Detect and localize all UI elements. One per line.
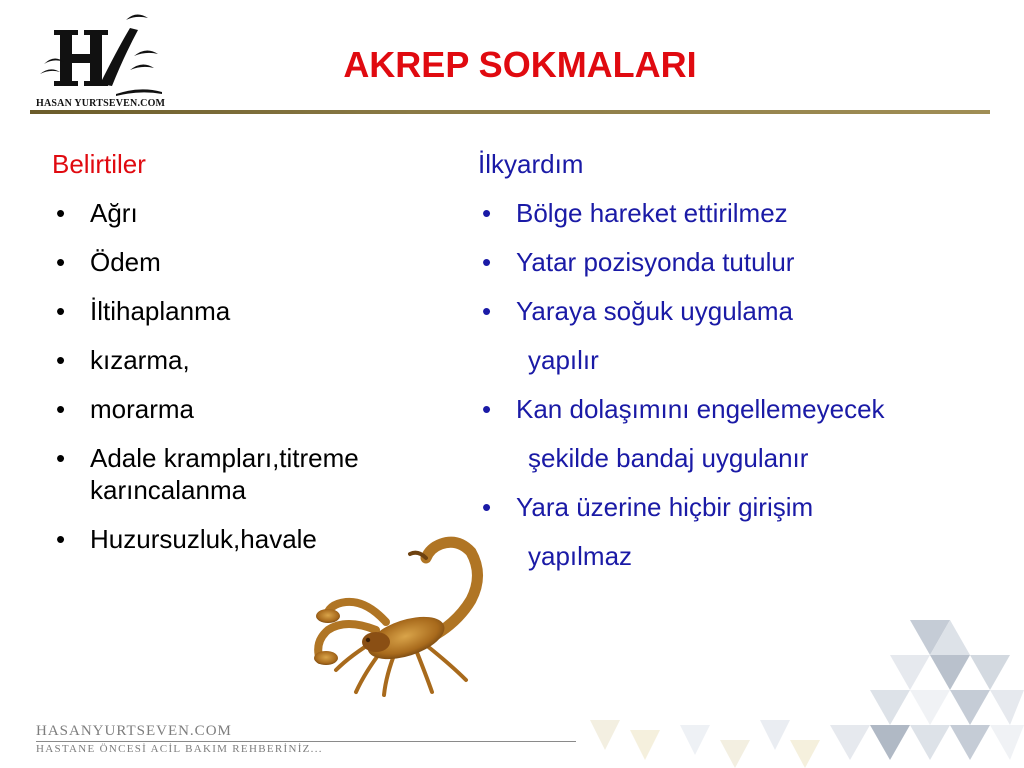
symptoms-heading: Belirtiler xyxy=(52,149,146,179)
scorpion-illustration-icon xyxy=(306,530,516,700)
first-aid-text: Yaraya soğuk uygulama xyxy=(516,296,794,326)
symptoms-column xyxy=(52,140,452,564)
first-aid-text: Bölge hareket ettirilmez xyxy=(516,198,788,228)
symptom-text: İltihaplanma xyxy=(90,296,231,326)
footer-divider xyxy=(36,741,576,742)
list-item xyxy=(52,434,452,515)
bullet-icon: • xyxy=(482,492,492,522)
list-item xyxy=(478,385,1023,434)
symptom-text: kızarma, xyxy=(90,345,190,375)
first-aid-text: yapılır xyxy=(528,345,599,375)
symptom-text: Huzursuzluk,havale xyxy=(90,524,317,554)
hy-bird-logo-icon xyxy=(30,8,175,103)
list-item xyxy=(52,287,452,336)
symptom-text: Adale krampları,titreme karıncalanma xyxy=(90,443,359,505)
list-item-continuation xyxy=(478,532,1023,581)
bullet-icon: • xyxy=(482,247,492,277)
logo-caption: HASAN YURTSEVEN.COM xyxy=(36,98,166,109)
first-aid-text: yapılmaz xyxy=(528,541,633,571)
site-logo[interactable] xyxy=(30,8,175,108)
list-item xyxy=(52,385,452,434)
list-item xyxy=(478,238,1023,287)
first-aid-text: Yatar pozisyonda tutulur xyxy=(516,247,795,277)
symptoms-list xyxy=(52,189,452,564)
symptom-text: Ağrı xyxy=(90,198,138,228)
bullet-icon: • xyxy=(482,296,492,326)
list-item-continuation xyxy=(478,336,1023,385)
bullet-icon: • xyxy=(56,345,66,375)
first-aid-list xyxy=(478,189,1023,581)
list-item xyxy=(52,336,452,385)
bullet-icon: • xyxy=(482,198,492,228)
list-item-continuation xyxy=(478,434,1023,483)
footer-subtitle: HASTANE ÖNCESİ ACİL BAKIM REHBERİNİZ... xyxy=(36,743,323,755)
symptom-text: Ödem xyxy=(90,247,161,277)
list-item xyxy=(478,483,1023,532)
bullet-icon: • xyxy=(56,198,66,228)
bullet-icon: • xyxy=(482,394,492,424)
bullet-icon: • xyxy=(56,443,66,473)
page-title: AKREP SOKMALARI xyxy=(343,44,697,85)
bullet-icon: • xyxy=(56,524,66,554)
first-aid-column xyxy=(478,140,1023,581)
list-item xyxy=(478,287,1023,336)
list-item xyxy=(52,189,452,238)
bullet-icon: • xyxy=(56,296,66,326)
footer-site-name: HASANYURTSEVEN.COM xyxy=(36,723,232,739)
list-item xyxy=(478,189,1023,238)
bullet-icon: • xyxy=(56,394,66,424)
decorative-triangle-pattern xyxy=(560,600,1024,768)
title-divider xyxy=(30,110,990,114)
bullet-icon: • xyxy=(56,247,66,277)
first-aid-text: Kan dolaşımını engellemeyecek xyxy=(516,394,885,424)
first-aid-text: Yara üzerine hiçbir girişim xyxy=(516,492,814,522)
first-aid-heading: İlkyardım xyxy=(478,149,584,179)
first-aid-text: şekilde bandaj uygulanır xyxy=(528,443,809,473)
symptom-text: morarma xyxy=(90,394,195,424)
list-item xyxy=(52,238,452,287)
